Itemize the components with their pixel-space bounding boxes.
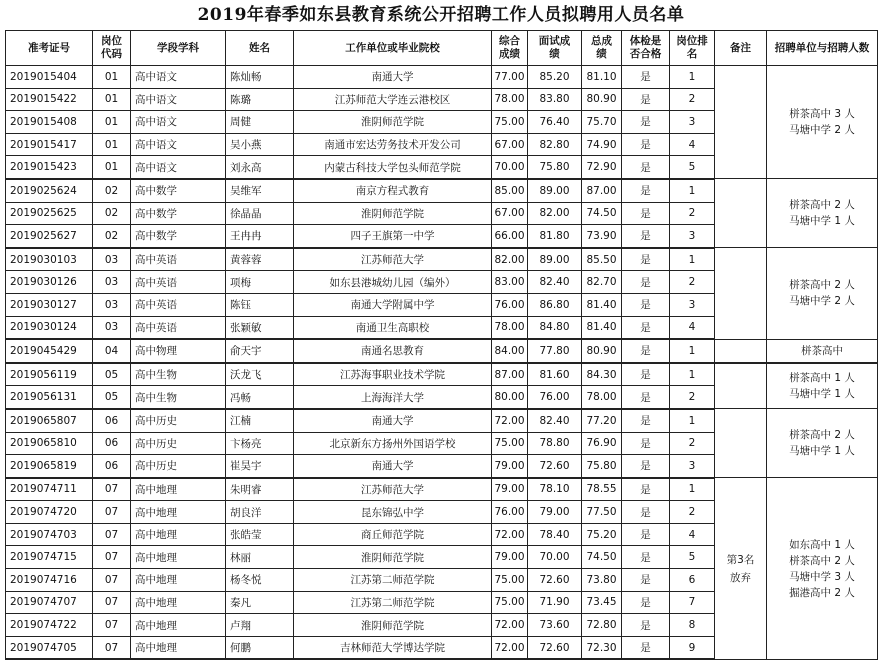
exam-id-cell: 2019074703 [6, 523, 93, 546]
composite-score-cell: 75.00 [492, 111, 528, 134]
exam-id-cell: 2019065807 [6, 409, 93, 432]
name-cell: 吴维军 [226, 179, 294, 202]
total-score-cell: 80.90 [582, 339, 622, 363]
exam-id-cell: 2019030127 [6, 293, 93, 316]
interview-score-cell: 70.00 [528, 546, 582, 569]
post-code-cell: 07 [93, 591, 131, 614]
exam-id-cell: 2019065819 [6, 455, 93, 478]
composite-score-cell: 85.00 [492, 179, 528, 202]
physical-check-cell: 是 [622, 248, 670, 271]
interview-score-cell: 75.80 [528, 156, 582, 179]
workplace-cell: 南京方程式教育 [294, 179, 492, 202]
post-rank-cell: 2 [670, 501, 715, 524]
exam-id-cell: 2019015423 [6, 156, 93, 179]
name-cell: 崔昊宇 [226, 455, 294, 478]
post-code-cell: 02 [93, 202, 131, 225]
exam-id-cell: 2019025627 [6, 225, 93, 248]
physical-check-cell: 是 [622, 432, 670, 455]
name-cell: 项梅 [226, 271, 294, 294]
total-score-cell: 76.90 [582, 432, 622, 455]
post-rank-cell: 2 [670, 271, 715, 294]
physical-check-cell: 是 [622, 111, 670, 134]
composite-score-cell: 83.00 [492, 271, 528, 294]
total-score-cell: 75.80 [582, 455, 622, 478]
name-cell: 秦凡 [226, 591, 294, 614]
post-rank-cell: 1 [670, 363, 715, 386]
subject-cell: 高中语文 [131, 133, 226, 156]
subject-cell: 高中地理 [131, 501, 226, 524]
post-rank-cell: 3 [670, 455, 715, 478]
remarks-cell [715, 248, 767, 339]
exam-id-cell: 2019074720 [6, 501, 93, 524]
name-cell: 周健 [226, 111, 294, 134]
workplace-cell: 商丘师范学院 [294, 523, 492, 546]
composite-score-cell: 76.00 [492, 501, 528, 524]
col-exam-id-header: 准考证号 [6, 31, 93, 66]
interview-score-cell: 85.20 [528, 66, 582, 89]
subject-cell: 高中地理 [131, 636, 226, 659]
subject-cell: 高中数学 [131, 179, 226, 202]
subject-cell: 高中历史 [131, 409, 226, 432]
col-workplace-header: 工作单位或毕业院校 [294, 31, 492, 66]
physical-check-cell: 是 [622, 455, 670, 478]
name-cell: 徐晶晶 [226, 202, 294, 225]
exam-id-cell: 2019074716 [6, 569, 93, 592]
physical-check-cell: 是 [622, 501, 670, 524]
table-row [6, 409, 878, 432]
recruiting-units-cell: 栟茶高中 3 人 马塘中学 2 人 [767, 66, 878, 179]
post-code-cell: 06 [93, 432, 131, 455]
exam-id-cell: 2019074711 [6, 478, 93, 501]
name-cell: 沃龙飞 [226, 363, 294, 386]
post-rank-cell: 1 [670, 179, 715, 202]
interview-score-cell: 78.80 [528, 432, 582, 455]
name-cell: 黄蓉蓉 [226, 248, 294, 271]
physical-check-cell: 是 [622, 293, 670, 316]
name-cell: 王冉冉 [226, 225, 294, 248]
physical-check-cell: 是 [622, 569, 670, 592]
post-code-cell: 06 [93, 455, 131, 478]
workplace-cell: 淮阴师范学院 [294, 614, 492, 637]
remarks-cell [715, 66, 767, 179]
name-cell: 陈钰 [226, 293, 294, 316]
post-rank-cell: 8 [670, 614, 715, 637]
remarks-cell [715, 339, 767, 363]
subject-cell: 高中地理 [131, 523, 226, 546]
physical-check-cell: 是 [622, 409, 670, 432]
exam-id-cell: 2019030126 [6, 271, 93, 294]
total-score-cell: 72.80 [582, 614, 622, 637]
post-code-cell: 01 [93, 66, 131, 89]
physical-check-cell: 是 [622, 316, 670, 339]
physical-check-cell: 是 [622, 591, 670, 614]
workplace-cell: 四子王旗第一中学 [294, 225, 492, 248]
subject-cell: 高中地理 [131, 478, 226, 501]
workplace-cell: 淮阴师范学院 [294, 202, 492, 225]
name-cell: 林丽 [226, 546, 294, 569]
workplace-cell: 南通大学 [294, 455, 492, 478]
total-score-cell: 84.30 [582, 363, 622, 386]
table-row [6, 363, 878, 386]
interview-score-cell: 73.60 [528, 614, 582, 637]
subject-cell: 高中地理 [131, 569, 226, 592]
col-total-score-header: 总成 绩 [582, 31, 622, 66]
table-row [6, 66, 878, 89]
interview-score-cell: 82.80 [528, 133, 582, 156]
physical-check-cell: 是 [622, 523, 670, 546]
workplace-cell: 昆东锦弘中学 [294, 501, 492, 524]
table-row [6, 248, 878, 271]
post-code-cell: 07 [93, 569, 131, 592]
physical-check-cell: 是 [622, 66, 670, 89]
composite-score-cell: 75.00 [492, 432, 528, 455]
subject-cell: 高中语文 [131, 111, 226, 134]
physical-check-cell: 是 [622, 363, 670, 386]
exam-id-cell: 2019025625 [6, 202, 93, 225]
name-cell: 陈灿畅 [226, 66, 294, 89]
recruiting-units-cell: 栟茶高中 [767, 339, 878, 363]
workplace-cell: 江苏第二师范学院 [294, 591, 492, 614]
table-header-row [6, 31, 878, 66]
post-code-cell: 07 [93, 546, 131, 569]
composite-score-cell: 67.00 [492, 202, 528, 225]
subject-cell: 高中英语 [131, 271, 226, 294]
workplace-cell: 北京新东方扬州外国语学校 [294, 432, 492, 455]
post-rank-cell: 2 [670, 88, 715, 111]
col-post-rank-header: 岗位排 名 [670, 31, 715, 66]
exam-id-cell: 2019015408 [6, 111, 93, 134]
name-cell: 俞天宇 [226, 339, 294, 363]
total-score-cell: 72.90 [582, 156, 622, 179]
total-score-cell: 74.90 [582, 133, 622, 156]
results-table [5, 30, 878, 660]
remarks-cell [715, 409, 767, 478]
interview-score-cell: 72.60 [528, 569, 582, 592]
exam-id-cell: 2019074715 [6, 546, 93, 569]
composite-score-cell: 79.00 [492, 546, 528, 569]
post-rank-cell: 1 [670, 478, 715, 501]
composite-score-cell: 78.00 [492, 88, 528, 111]
name-cell: 朱明睿 [226, 478, 294, 501]
name-cell: 江楠 [226, 409, 294, 432]
post-code-cell: 01 [93, 88, 131, 111]
exam-id-cell: 2019065810 [6, 432, 93, 455]
exam-id-cell: 2019025624 [6, 179, 93, 202]
interview-score-cell: 79.00 [528, 501, 582, 524]
post-rank-cell: 1 [670, 339, 715, 363]
subject-cell: 高中地理 [131, 591, 226, 614]
workplace-cell: 南通大学 [294, 409, 492, 432]
total-score-cell: 82.70 [582, 271, 622, 294]
post-rank-cell: 4 [670, 133, 715, 156]
workplace-cell: 南通大学附属中学 [294, 293, 492, 316]
total-score-cell: 77.50 [582, 501, 622, 524]
name-cell: 陈璐 [226, 88, 294, 111]
post-code-cell: 01 [93, 111, 131, 134]
exam-id-cell: 2019074707 [6, 591, 93, 614]
workplace-cell: 江苏第二师范学院 [294, 569, 492, 592]
workplace-cell: 南通名思教育 [294, 339, 492, 363]
post-code-cell: 03 [93, 316, 131, 339]
exam-id-cell: 2019030103 [6, 248, 93, 271]
name-cell: 刘永高 [226, 156, 294, 179]
interview-score-cell: 83.80 [528, 88, 582, 111]
workplace-cell: 南通大学 [294, 66, 492, 89]
composite-score-cell: 79.00 [492, 478, 528, 501]
recruiting-units-cell: 栟茶高中 2 人 马塘中学 1 人 [767, 409, 878, 478]
workplace-cell: 上海海洋大学 [294, 386, 492, 409]
total-score-cell: 81.10 [582, 66, 622, 89]
name-cell: 吴小燕 [226, 133, 294, 156]
subject-cell: 高中英语 [131, 316, 226, 339]
post-code-cell: 07 [93, 614, 131, 637]
post-rank-cell: 2 [670, 432, 715, 455]
post-rank-cell: 1 [670, 66, 715, 89]
workplace-cell: 内蒙古科技大学包头师范学院 [294, 156, 492, 179]
subject-cell: 高中数学 [131, 225, 226, 248]
interview-score-cell: 82.40 [528, 271, 582, 294]
col-post-code-header: 岗位 代码 [93, 31, 131, 66]
composite-score-cell: 75.00 [492, 569, 528, 592]
subject-cell: 高中生物 [131, 363, 226, 386]
post-rank-cell: 1 [670, 248, 715, 271]
recruiting-units-cell: 栟茶高中 2 人 马塘中学 1 人 [767, 179, 878, 248]
workplace-cell: 江苏师范大学 [294, 248, 492, 271]
physical-check-cell: 是 [622, 179, 670, 202]
composite-score-cell: 72.00 [492, 636, 528, 659]
name-cell: 卢翔 [226, 614, 294, 637]
name-cell: 卞杨亮 [226, 432, 294, 455]
exam-id-cell: 2019074722 [6, 614, 93, 637]
exam-id-cell: 2019030124 [6, 316, 93, 339]
physical-check-cell: 是 [622, 225, 670, 248]
remarks-cell [715, 179, 767, 248]
name-cell: 张颖敏 [226, 316, 294, 339]
col-physical-check-header: 体检是 否合格 [622, 31, 670, 66]
workplace-cell: 南通市宏达劳务技术开发公司 [294, 133, 492, 156]
interview-score-cell: 86.80 [528, 293, 582, 316]
physical-check-cell: 是 [622, 88, 670, 111]
total-score-cell: 78.00 [582, 386, 622, 409]
recruiting-units-cell: 如东高中 1 人 栟茶高中 2 人 马塘中学 3 人 掘港高中 2 人 [767, 478, 878, 660]
exam-id-cell: 2019015422 [6, 88, 93, 111]
name-cell: 杨冬悦 [226, 569, 294, 592]
composite-score-cell: 70.00 [492, 156, 528, 179]
composite-score-cell: 66.00 [492, 225, 528, 248]
subject-cell: 高中物理 [131, 339, 226, 363]
workplace-cell: 淮阴师范学院 [294, 111, 492, 134]
total-score-cell: 73.80 [582, 569, 622, 592]
remarks-cell [715, 363, 767, 409]
exam-id-cell: 2019056119 [6, 363, 93, 386]
post-rank-cell: 3 [670, 225, 715, 248]
composite-score-cell: 72.00 [492, 409, 528, 432]
interview-score-cell: 81.80 [528, 225, 582, 248]
physical-check-cell: 是 [622, 339, 670, 363]
composite-score-cell: 80.00 [492, 386, 528, 409]
post-rank-cell: 1 [670, 409, 715, 432]
name-cell: 胡良洋 [226, 501, 294, 524]
post-code-cell: 03 [93, 271, 131, 294]
total-score-cell: 73.90 [582, 225, 622, 248]
interview-score-cell: 72.60 [528, 636, 582, 659]
subject-cell: 高中语文 [131, 66, 226, 89]
name-cell: 张皓莹 [226, 523, 294, 546]
post-code-cell: 02 [93, 225, 131, 248]
col-recruiting-units-header: 招聘单位与招聘人数 [767, 31, 878, 66]
name-cell: 冯畅 [226, 386, 294, 409]
col-composite-score-header: 综合 成绩 [492, 31, 528, 66]
post-code-cell: 05 [93, 363, 131, 386]
physical-check-cell: 是 [622, 156, 670, 179]
composite-score-cell: 75.00 [492, 591, 528, 614]
post-code-cell: 03 [93, 293, 131, 316]
workplace-cell: 如东县港城幼儿园（编外） [294, 271, 492, 294]
physical-check-cell: 是 [622, 614, 670, 637]
page-title: 2019年春季如东县教育系统公开招聘工作人员拟聘用人员名单 [197, 5, 685, 25]
post-code-cell: 05 [93, 386, 131, 409]
interview-score-cell: 76.40 [528, 111, 582, 134]
exam-id-cell: 2019056131 [6, 386, 93, 409]
post-code-cell: 06 [93, 409, 131, 432]
interview-score-cell: 78.10 [528, 478, 582, 501]
post-rank-cell: 5 [670, 546, 715, 569]
total-score-cell: 78.55 [582, 478, 622, 501]
name-cell: 何鹏 [226, 636, 294, 659]
total-score-cell: 73.45 [582, 591, 622, 614]
subject-cell: 高中生物 [131, 386, 226, 409]
composite-score-cell: 76.00 [492, 293, 528, 316]
subject-cell: 高中地理 [131, 546, 226, 569]
post-rank-cell: 2 [670, 202, 715, 225]
total-score-cell: 74.50 [582, 546, 622, 569]
total-score-cell: 74.50 [582, 202, 622, 225]
post-rank-cell: 9 [670, 636, 715, 659]
physical-check-cell: 是 [622, 546, 670, 569]
workplace-cell: 江苏师范大学 [294, 478, 492, 501]
exam-id-cell: 2019074705 [6, 636, 93, 659]
composite-score-cell: 77.00 [492, 66, 528, 89]
post-code-cell: 07 [93, 523, 131, 546]
interview-score-cell: 78.40 [528, 523, 582, 546]
total-score-cell: 75.20 [582, 523, 622, 546]
workplace-cell: 淮阴师范学院 [294, 546, 492, 569]
subject-cell: 高中语文 [131, 156, 226, 179]
subject-cell: 高中历史 [131, 455, 226, 478]
workplace-cell: 南通卫生高职校 [294, 316, 492, 339]
col-interview-score-header: 面试成 绩 [528, 31, 582, 66]
post-rank-cell: 6 [670, 569, 715, 592]
composite-score-cell: 72.00 [492, 523, 528, 546]
interview-score-cell: 82.00 [528, 202, 582, 225]
table-row [6, 478, 878, 501]
workplace-cell: 江苏海事职业技术学院 [294, 363, 492, 386]
interview-score-cell: 77.80 [528, 339, 582, 363]
subject-cell: 高中语文 [131, 88, 226, 111]
total-score-cell: 80.90 [582, 88, 622, 111]
physical-check-cell: 是 [622, 386, 670, 409]
total-score-cell: 81.40 [582, 316, 622, 339]
total-score-cell: 85.50 [582, 248, 622, 271]
total-score-cell: 77.20 [582, 409, 622, 432]
interview-score-cell: 72.60 [528, 455, 582, 478]
interview-score-cell: 81.60 [528, 363, 582, 386]
subject-cell: 高中英语 [131, 293, 226, 316]
post-code-cell: 01 [93, 133, 131, 156]
total-score-cell: 87.00 [582, 179, 622, 202]
table-row [6, 179, 878, 202]
composite-score-cell: 82.00 [492, 248, 528, 271]
physical-check-cell: 是 [622, 478, 670, 501]
col-subject-header: 学段学科 [131, 31, 226, 66]
total-score-cell: 81.40 [582, 293, 622, 316]
interview-score-cell: 82.40 [528, 409, 582, 432]
post-code-cell: 04 [93, 339, 131, 363]
interview-score-cell: 71.90 [528, 591, 582, 614]
composite-score-cell: 87.00 [492, 363, 528, 386]
recruiting-units-cell: 栟茶高中 1 人 马塘中学 1 人 [767, 363, 878, 409]
remarks-cell: 第3名 放弃 [715, 478, 767, 660]
post-rank-cell: 3 [670, 293, 715, 316]
post-code-cell: 07 [93, 478, 131, 501]
post-code-cell: 03 [93, 248, 131, 271]
workplace-cell: 江苏师范大学连云港校区 [294, 88, 492, 111]
post-rank-cell: 5 [670, 156, 715, 179]
subject-cell: 高中数学 [131, 202, 226, 225]
total-score-cell: 75.70 [582, 111, 622, 134]
interview-score-cell: 89.00 [528, 179, 582, 202]
exam-id-cell: 2019015417 [6, 133, 93, 156]
subject-cell: 高中英语 [131, 248, 226, 271]
workplace-cell: 吉林师范大学博达学院 [294, 636, 492, 659]
col-name-header: 姓名 [226, 31, 294, 66]
post-rank-cell: 4 [670, 316, 715, 339]
physical-check-cell: 是 [622, 133, 670, 156]
post-code-cell: 07 [93, 636, 131, 659]
post-rank-cell: 2 [670, 386, 715, 409]
composite-score-cell: 67.00 [492, 133, 528, 156]
total-score-cell: 72.30 [582, 636, 622, 659]
composite-score-cell: 78.00 [492, 316, 528, 339]
physical-check-cell: 是 [622, 202, 670, 225]
table-row [6, 339, 878, 363]
composite-score-cell: 84.00 [492, 339, 528, 363]
col-remarks-header: 备注 [715, 31, 767, 66]
interview-score-cell: 84.80 [528, 316, 582, 339]
post-rank-cell: 3 [670, 111, 715, 134]
recruiting-units-cell: 栟茶高中 2 人 马塘中学 2 人 [767, 248, 878, 339]
composite-score-cell: 79.00 [492, 455, 528, 478]
composite-score-cell: 72.00 [492, 614, 528, 637]
post-rank-cell: 4 [670, 523, 715, 546]
post-code-cell: 07 [93, 501, 131, 524]
post-rank-cell: 7 [670, 591, 715, 614]
physical-check-cell: 是 [622, 636, 670, 659]
interview-score-cell: 76.00 [528, 386, 582, 409]
post-code-cell: 01 [93, 156, 131, 179]
subject-cell: 高中历史 [131, 432, 226, 455]
post-code-cell: 02 [93, 179, 131, 202]
exam-id-cell: 2019015404 [6, 66, 93, 89]
interview-score-cell: 89.00 [528, 248, 582, 271]
exam-id-cell: 2019045429 [6, 339, 93, 363]
physical-check-cell: 是 [622, 271, 670, 294]
subject-cell: 高中地理 [131, 614, 226, 637]
